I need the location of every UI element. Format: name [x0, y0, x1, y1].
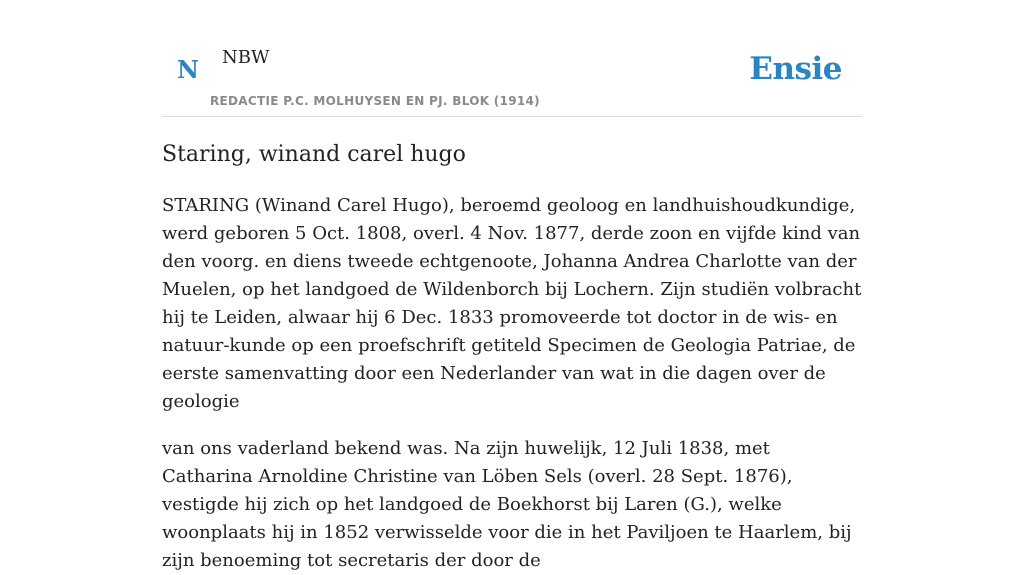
source-name: NBW	[222, 47, 270, 68]
source-subtitle: REDACTIE P.C. MOLHUYSEN EN PJ. BLOK (1914)	[210, 94, 540, 108]
article-title: Staring, winand carel hugo	[162, 142, 466, 167]
ensie-logo-link[interactable]: Ensie	[749, 51, 842, 87]
article-paragraph: STARING (Winand Carel Hugo), beroemd geoloog en landhuishoudkundige, werd geboren 5 Oct. 1808, overl. 4 Nov. 1877, derde zoon en vijfde kind van den voorg. en diens tweede echtgenoote, Johanna Andrea Charlotte van der Muelen, op het landgoed de Wildenborch bij Lochern. Zijn studiën volbracht hij te Leiden, alwaar hij 6 Dec. 1833 promoveerde tot doctor in de wis- en natuur-kunde op een proefschrift getiteld Specimen de Geologia Patriae, de eerste samenvatting door een Nederlander van wat in die dagen over de geologie	[162, 195, 862, 412]
article	[162, 138, 862, 575]
source-header	[162, 0, 862, 117]
source-logo-link[interactable]: N	[177, 55, 199, 84]
article-paragraph: van ons vaderland bekend was. Na zijn huwelijk, 12 Juli 1838, met Catharina Arnoldine Christine van Löben Sels (overl. 28 Sept. 1876), vestigde hij zich op het landgoed de Boekhorst bij Laren (G.), welke woonplaats hij in 1852 verwisselde voor die in het Paviljoen te Haarlem, bij zijn benoeming tot secretaris der door de	[162, 438, 852, 571]
